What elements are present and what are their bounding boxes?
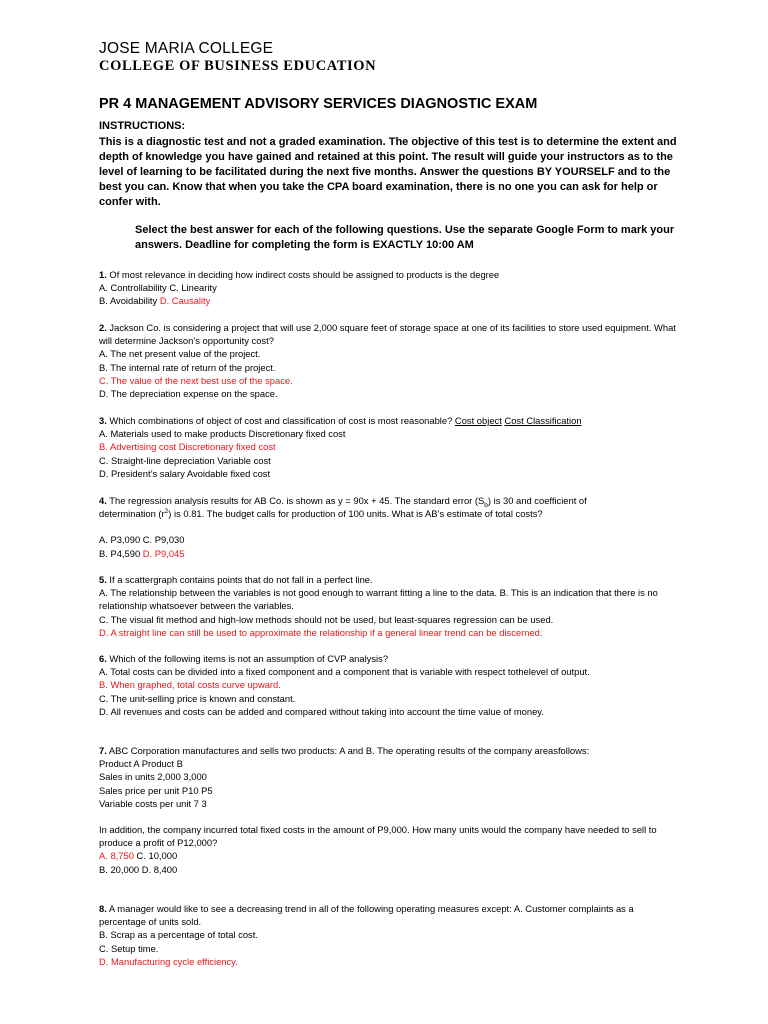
question-6: [99, 652, 679, 718]
question-3: [99, 414, 679, 480]
question-number: 1.: [99, 269, 107, 280]
question-text: ABC Corporation manufactures and sells two products: A and B. The operating results of the company areasfollows:: [106, 745, 590, 756]
question-7: [99, 744, 679, 876]
question-text: In addition, the company incurred total fixed costs in the amount of P9,000. How many units would the company have needed to sell to produce a profit of P12,000?: [99, 824, 657, 849]
question-text: ) is 30 and coefficient of: [487, 495, 587, 506]
table-row: Sales in units 2,000 3,000: [99, 771, 207, 783]
instructions-heading: INSTRUCTIONS:: [99, 120, 186, 132]
table-row: Variable costs per unit 7 3: [99, 797, 207, 809]
question-1: [99, 268, 679, 308]
option-b: B. P4,590: [99, 547, 143, 559]
option-d: D. All revenues and costs can be added and compared without taking into account the time value of money.: [99, 705, 544, 717]
question-number: 3.: [99, 415, 107, 426]
question-text: The regression analysis results for AB Co. is shown as y = 90x + 45. The standard error (S: [106, 495, 485, 506]
option-line: A. P3,090 C. P9,030: [99, 534, 185, 546]
question-number: 4.: [99, 495, 107, 506]
answer-option: D. P9,045: [142, 547, 185, 559]
option-d: D. The depreciation expense on the space.: [99, 388, 278, 400]
question-5: [99, 573, 679, 639]
answer-option: B. When graphed, total costs curve upward.: [99, 679, 281, 691]
question-8: [99, 902, 679, 968]
answer-option: B. Advertising cost Discretionary fixed cost: [99, 441, 276, 453]
question-number: 2.: [99, 322, 107, 333]
option-c: C. The visual fit method and high-low methods should not be used, but least-squares regression can be used.: [99, 613, 554, 625]
superscript: 2: [164, 508, 169, 516]
question-2: [99, 321, 679, 400]
question-number: 6.: [99, 653, 107, 664]
answer-option: C. The value of the next best use of the space.: [99, 374, 293, 386]
column-header-cost-object: Cost object: [454, 415, 502, 426]
answer-option: A. 8,750: [99, 850, 134, 862]
option-a-b: A. The relationship between the variables is not good enough to warrant fitting a line to the data. B. This is an indication that there is no relationship whatsoever between the variables.: [99, 587, 658, 612]
option-a: A. The net present value of the project.: [99, 348, 261, 360]
answer-option: D. A straight line can still be used to approximate the relationship if a general linear trend can be discerned.: [99, 626, 543, 638]
option-c: C. 10,000: [133, 850, 178, 862]
option-b: B. Scrap as a percentage of total cost.: [99, 929, 258, 941]
option-a: A. Materials used to make products Discretionary fixed cost: [99, 428, 346, 440]
college-name: JOSE MARIA COLLEGE: [99, 40, 274, 57]
question-text: ) is 0.81. The budget calls for production of 100 units. What is AB’s estimate of total costs?: [168, 508, 543, 520]
question-text: Which combinations of object of cost and classification of cost is most reasonable?: [106, 415, 455, 426]
question-number: 5.: [99, 574, 107, 585]
option-c: C. Straight-line depreciation Variable cost: [99, 454, 271, 466]
table-row: Sales price per unit P10 P5: [99, 784, 213, 796]
select-instructions: Select the best answer for each of the following questions. Use the separate Google Form to mark your answers. Deadline for completing the form is EXACTLY 10:00 AM: [135, 224, 675, 251]
table-row: Product A Product B: [99, 758, 183, 770]
column-header-cost-classification: Cost Classification: [504, 415, 582, 426]
option-c: C. The unit-selling price is known and constant.: [99, 692, 296, 704]
question-number: 8.: [99, 903, 107, 914]
answer-option: D. Causality: [159, 295, 211, 307]
option-a: A. Total costs can be divided into a fixed component and a component that is variable with respect tothelevel of output.: [99, 666, 590, 678]
option-b: B. Avoidability: [99, 295, 160, 307]
answer-option: D. Manufacturing cycle efficiency.: [99, 955, 238, 967]
option-b: B. The internal rate of return of the project.: [99, 361, 276, 373]
question-text: If a scattergraph contains points that do not fall in a perfect line.: [106, 574, 373, 585]
question-text: A manager would like to see a decreasing trend in all of the following operating measures except: A. Customer complaints as a percentage of units sold.: [99, 903, 634, 928]
department-name: COLLEGE OF BUSINESS EDUCATION: [99, 58, 377, 74]
option-line: B. 20,000 D. 8,400: [99, 863, 178, 875]
exam-title: PR 4 MANAGEMENT ADVISORY SERVICES DIAGNOSTIC EXAM: [99, 96, 538, 112]
subscript: b: [484, 501, 488, 509]
option-line: A. Controllability C. Linearity: [99, 282, 217, 294]
question-4: [99, 494, 679, 560]
question-text: determination (r: [99, 508, 165, 520]
question-text: Jackson Co. is considering a project that will use 2,000 square feet of storage space at one of its facilities to store used equipment. What will determine Jackson’s opportunity cost?: [99, 322, 676, 347]
option-c: C. Setup time.: [99, 942, 159, 954]
question-number: 7.: [99, 745, 107, 756]
option-d: D. President’s salary Avoidable fixed cost: [99, 467, 271, 479]
instructions-body: This is a diagnostic test and not a graded examination. The objective of this test is to determine the extent and depth of knowledge you have gained and retained at this point. The result will guide your instructors as to the level of learning to be facilitated during the next five months. Answer the questions BY YOURSELF and to the best you can. Know that when you take the CPA board examination, there is no one you can ask for help or confer with.: [99, 136, 677, 208]
question-text: Of most relevance in deciding how indirect costs should be assigned to products is the degree: [106, 269, 500, 280]
question-text: Which of the following items is not an assumption of CVP analysis?: [106, 653, 389, 664]
